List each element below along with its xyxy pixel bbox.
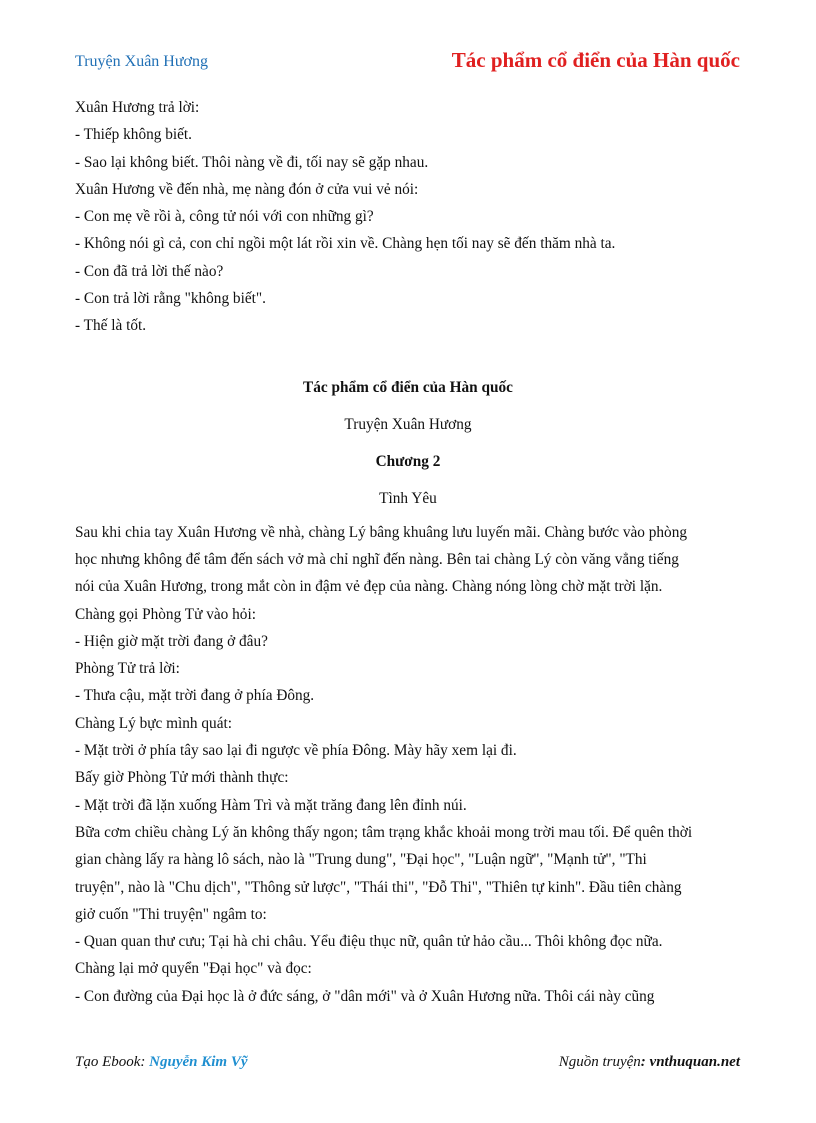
- text-line: - Thiếp không biết.: [75, 126, 192, 144]
- text-line: - Hiện giờ mặt trời đang ở đâu?: [75, 632, 268, 650]
- text-line: học nhưng không để tâm đến sách vở mà chỉ nghĩ đến nàng. Bên tai chàng Lý còn văng vẳng tiếng: [75, 550, 679, 568]
- body-section: [75, 519, 741, 1010]
- chapter-story-title: Truyện Xuân Hương: [344, 415, 472, 433]
- text-line: - Con mẹ về rồi à, công tử nói với con những gì?: [75, 208, 374, 226]
- page-content: [75, 94, 741, 1010]
- text-line: - Mặt trời đã lặn xuống Hàm Trì và mặt trăng đang lên đỉnh núi.: [75, 796, 467, 814]
- header-story-title: Truyện Xuân Hương: [75, 53, 208, 70]
- footer-ebook-label: Tạo Ebook: [75, 1054, 141, 1070]
- text-line: - Mặt trời ở phía tây sao lại đi ngược về phía Đông. Mày hãy xem lại đi.: [75, 742, 517, 760]
- text-line: - Con đã trả lời thế nào?: [75, 262, 224, 280]
- footer-source-label: Nguồn truyện: [558, 1054, 641, 1070]
- text-line: nói của Xuân Hương, trong mắt còn in đậm vẻ đẹp của nàng. Chàng nóng lòng chờ mặt trời lặn.: [75, 578, 663, 596]
- text-line: Xuân Hương về đến nhà, mẹ nàng đón ở cửa vui vẻ nói:: [75, 180, 419, 198]
- text-line: Phòng Tử trả lời:: [75, 660, 180, 678]
- page-footer: [75, 1054, 740, 1078]
- text-line: Chàng lại mở quyển "Đại học" và đọc:: [75, 960, 312, 978]
- text-line: Chàng gọi Phòng Tử vào hỏi:: [75, 605, 256, 623]
- page-header: [75, 48, 740, 78]
- text-line: - Quan quan thư cưu; Tại hà chi châu. Yểu điệu thục nữ, quân tử hảo cầu... Thôi không đọc nữa.: [75, 933, 663, 951]
- footer-ebook-credit: Tạo Ebook: Nguyễn Kim Vỹ: [75, 1054, 248, 1070]
- chapter-name: Tình Yêu: [379, 489, 437, 507]
- dialogue-section: [75, 94, 741, 340]
- chapter-number: Chương 2: [375, 452, 441, 470]
- chapter-heading: [75, 369, 741, 517]
- text-line: - Con trả lời rằng "không biết".: [75, 290, 266, 308]
- footer-source-name: vnthuquan.net: [649, 1054, 740, 1070]
- text-line: - Không nói gì cả, con chỉ ngồi một lát rồi xin về. Chàng hẹn tối nay sẽ đến thăm nhà ta.: [75, 235, 616, 253]
- text-line: truyện", nào là "Chu dịch", "Thông sử lược", "Thái thi", "Đỗ Thi", "Thiên tự kinh". Đầu tiên chàng: [75, 878, 682, 896]
- text-line: Xuân Hương trả lời:: [75, 99, 200, 116]
- footer-ebook-name: Nguyễn Kim Vỹ: [149, 1054, 248, 1070]
- text-line: Bấy giờ Phòng Tử mới thành thực:: [75, 769, 289, 787]
- text-line: - Con đường của Đại học là ở đức sáng, ở "dân mới" và ở Xuân Hương nữa. Thôi cái này cũng: [75, 987, 655, 1005]
- text-line: Chàng Lý bực mình quát:: [75, 714, 232, 732]
- text-line: Bữa cơm chiều chàng Lý ăn không thấy ngon; tâm trạng khắc khoải mong trời mau tối. Để quên thời: [75, 823, 693, 841]
- header-work-title: Tác phẩm cổ điển của Hàn quốc: [451, 48, 740, 72]
- text-line: giở cuốn "Thi truyện" ngâm to:: [75, 905, 267, 923]
- text-line: - Thưa cậu, mặt trời đang ở phía Đông.: [75, 687, 315, 705]
- footer-source-credit: Nguồn truyện: vnthuquan.net: [558, 1054, 740, 1070]
- text-line: - Sao lại không biết. Thôi nàng về đi, tối nay sẽ gặp nhau.: [75, 153, 429, 171]
- chapter-work-title: Tác phẩm cổ điển của Hàn quốc: [303, 378, 513, 396]
- text-line: gian chàng lấy ra hàng lô sách, nào là "Trung dung", "Đại học", "Luận ngữ", "Mạnh tử", "Thi: [75, 851, 647, 869]
- text-line: Sau khi chia tay Xuân Hương về nhà, chàng Lý bâng khuâng lưu luyến mãi. Chàng bước vào phòng: [75, 523, 688, 541]
- text-line: - Thế là tốt.: [75, 317, 147, 335]
